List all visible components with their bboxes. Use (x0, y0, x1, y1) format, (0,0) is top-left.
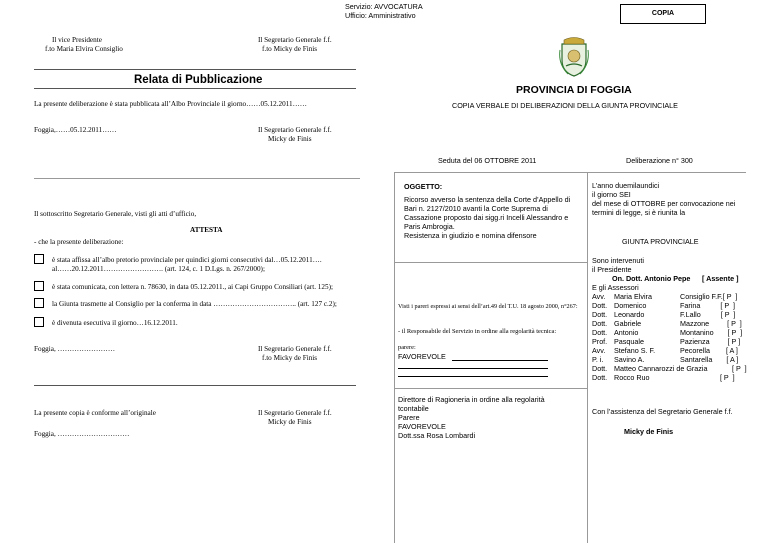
assessore-title: Dott. (592, 319, 608, 328)
pareri-responsabile: - il Responsabile del Servizio in ordine alla regolarità tecnica: (398, 328, 557, 335)
giunta-title: GIUNTA PROVINCIALE (622, 237, 699, 246)
assessore-status: Consiglio F.F.[ P ] (680, 292, 738, 301)
attesta-place: Foggia, …………………… (34, 345, 116, 353)
provincia-subtitle: COPIA VERBALE DI DELIBERAZIONI DELLA GIUNTA PROVINCIALE (452, 101, 678, 110)
assessore-name: Pasquale (614, 337, 644, 346)
ragioneria-line1: Direttore di Ragioneria in ordine alla regolarità (398, 395, 545, 404)
divider (34, 178, 360, 179)
conforme-signer-label: Il Segretario Generale f.f. (258, 409, 332, 417)
presidente-name: On. Dott. Antonio Pepe (612, 274, 691, 283)
ufficio-label: Ufficio: Amministrativo (345, 11, 416, 20)
assessore-name: Matteo Cannarozzi de Grazia (614, 364, 708, 373)
assessore-row (592, 337, 752, 346)
deliberazione-number: Deliberazione n° 300 (626, 156, 693, 165)
attesta-item2: è stata comunicata, con lettera n. 78630, in data 05.12.2011., ai Capi Gruppo Consiliari (art. 125); (52, 283, 333, 291)
vice-presidente-name: f.to Maria Elvira Consiglio (45, 45, 123, 53)
relata-place-date: Foggia,……05.12.2011…… (34, 126, 117, 134)
assessore-title: Dott. (592, 328, 608, 337)
assessore-status: Montanino [ P ] (680, 328, 743, 337)
assessore-status: [ P ] (680, 373, 735, 382)
assessore-name: Domenico (614, 301, 647, 310)
signature-line (398, 368, 548, 369)
attesta-signer-label: Il Segretario Generale f.f. (258, 345, 332, 353)
segretario-label: Il Segretario Generale f.f. (258, 36, 332, 44)
assessore-title: Avv. (592, 292, 606, 301)
segretario-name: Micky de Finis (624, 427, 674, 436)
assessore-name: Stefano S. F. (614, 346, 656, 355)
assessore-row (592, 301, 752, 310)
assessore-status: Farina [ P ] (680, 301, 735, 310)
signature-line (398, 376, 548, 377)
signature-line (452, 360, 548, 361)
ragioneria-line3: Parere (398, 413, 420, 422)
attesta-title: ATTESTA (190, 226, 223, 234)
divider (587, 172, 588, 543)
assessore-name: Gabriele (614, 319, 642, 328)
pareri-visti: Visti i pareri espressi ai sensi dell’art.49 del T.U. 18 agosto 2000, n°267: (398, 303, 578, 310)
assessore-status: Santarella [ A ] (680, 355, 739, 364)
relata-signer-label: Il Segretario Generale f.f. (258, 126, 332, 134)
presidente-label: il Presidente (592, 265, 632, 274)
assessore-status: Pecorella [ A ] (680, 346, 738, 355)
assessore-name: Rocco Ruo (614, 373, 650, 382)
divider (394, 262, 587, 263)
assessore-row (592, 328, 752, 337)
provincia-crest-icon (558, 36, 590, 78)
divider (34, 88, 356, 89)
assessore-title: Avv. (592, 346, 606, 355)
divider (34, 69, 356, 70)
assessore-row (592, 373, 752, 382)
assessore-title: Dott. (592, 310, 608, 319)
assessore-status: Mazzone [ P ] (680, 319, 742, 328)
assessore-row (592, 310, 752, 319)
assessore-row (592, 355, 752, 364)
assessore-name: Antonio (614, 328, 639, 337)
assessore-title: Prof. (592, 337, 608, 346)
pareri-favorevole: FAVOREVOLE (398, 352, 446, 361)
conforme-text: La presente copia è conforme all’originale (34, 409, 156, 417)
checkbox-esecutiva[interactable] (34, 317, 44, 327)
assessore-title: Dott. (592, 373, 608, 382)
divider (394, 172, 746, 173)
divider (394, 388, 587, 389)
relata-title: Relata di Pubblicazione (134, 74, 263, 86)
relata-signer-name: Micky de Finis (268, 135, 312, 143)
assessore-title: P. i. (592, 355, 604, 364)
assessore-row (592, 346, 752, 355)
segretario-name: f.to Micky de Finis (262, 45, 318, 53)
assessore-status: [ P ] (732, 364, 747, 373)
pareri-parere-label: parere: (398, 344, 416, 351)
giunta-mese: del mese di OTTOBRE per convocazione nei termini di legge, si è riunita la (592, 199, 736, 217)
conforme-signer-name: Micky de Finis (268, 418, 312, 426)
attesta-subject: - che la presente deliberazione: (34, 238, 124, 246)
assessore-name: Leonardo (614, 310, 645, 319)
assessore-title: Dott. (592, 364, 608, 373)
oggetto-text: Ricorso avverso la sentenza della Corte d’Appello di Bari n. 2127/2010 avanti la Corte Suprema di Cassazione proposto dai sigg.ri Incelli Alessandro e Paris Ambrogia. Resistenza in giudizio e nomina difensore (404, 195, 571, 240)
relata-text: La presente deliberazione è stata pubblicata all’Albo Provinciale il giorno……05.12.2011…… (34, 100, 307, 108)
checkbox-conferma[interactable] (34, 298, 44, 308)
attesta-item1-line1: è stata affissa all’albo pretorio provinciale per quindici giorni consecutivi dal…05.12.2011…. (52, 256, 322, 264)
assessore-row (592, 319, 752, 328)
ragioneria-line4: FAVOREVOLE (398, 422, 446, 431)
assessore-status: F.Lallo [ P ] (680, 310, 736, 319)
assessore-row (592, 364, 752, 373)
servizio-label: Servizio: AVVOCATURA (345, 2, 423, 11)
attesta-item3: la Giunta trasmette al Consiglio per la conferma in data …………………………….. (art. 127 c.2); (52, 300, 337, 308)
divider (34, 385, 356, 386)
seduta-date: Seduta del 06 OTTOBRE 2011 (438, 156, 537, 165)
attesta-item1-line2: al……20.12.2011……………………. (art. 124, c. 1 D.Lgs. n. 267/2000); (52, 265, 265, 273)
provincia-name: PROVINCIA DI FOGGIA (516, 84, 632, 96)
giunta-giorno: il giorno SEI (592, 190, 631, 199)
conforme-place: Foggia, ………………………… (34, 430, 130, 438)
assessore-status: Pazienza [ P ] (680, 337, 741, 346)
divider (394, 172, 395, 543)
attesta-signer-name: f.to Micky de Finis (262, 354, 318, 362)
attesta-item4: è divenuta esecutiva il giorno…16.12.2011. (52, 319, 178, 327)
ragioneria-line2: tcontabile (398, 404, 429, 413)
giunta-anno: L’anno duemilaundici (592, 181, 660, 190)
assessore-name: Maria Elvira (614, 292, 652, 301)
assessore-row (592, 292, 752, 301)
vice-presidente-label: Il vice Presidente (52, 36, 102, 44)
ragioneria-line5: Dott.ssa Rosa Lombardi (398, 431, 476, 440)
assessori-label: E gli Assessori (592, 283, 639, 292)
assessore-name: Savino A. (614, 355, 645, 364)
attesta-intro: Il sottoscritto Segretario Generale, visti gli atti d’ufficio, (34, 210, 197, 218)
checkbox-comunicata[interactable] (34, 281, 44, 291)
oggetto-label: OGGETTO: (404, 182, 443, 191)
presidente-status: [ Assente ] (702, 274, 739, 283)
copia-badge: COPIA (620, 4, 706, 24)
assistenza-label: Con l’assistenza del Segretario Generale f.f. (592, 407, 733, 416)
assessore-title: Dott. (592, 301, 608, 310)
intervenuti-label: Sono intervenuti (592, 256, 644, 265)
checkbox-affissa[interactable] (34, 254, 44, 264)
